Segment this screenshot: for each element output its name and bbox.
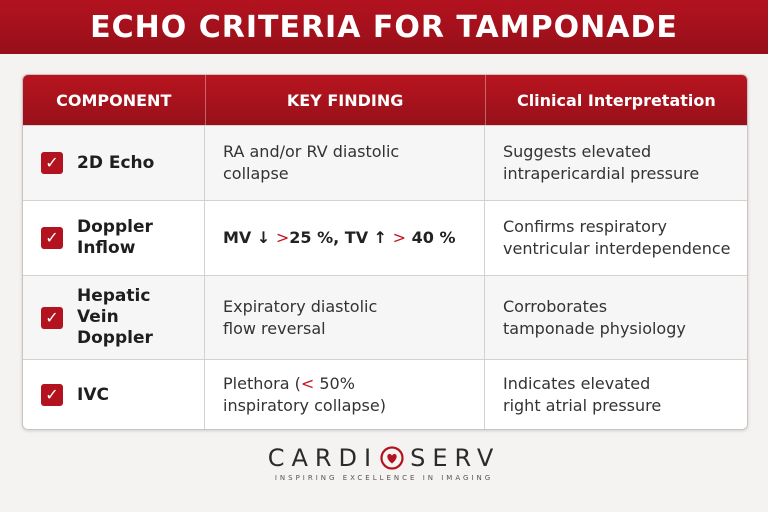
interpretation-cell [485, 276, 747, 359]
component-cell [23, 276, 205, 359]
brand-logo [268, 444, 501, 472]
component-label: Doppler Inflow [77, 217, 153, 258]
header-component: COMPONENT [23, 75, 206, 125]
finding-part: MV ↓ [223, 228, 276, 247]
criteria-table [22, 74, 748, 430]
table-row [23, 200, 747, 275]
finding-part: 25 %, TV ↑ [289, 228, 393, 247]
finding-text [223, 373, 386, 417]
interpretation-text: Corroborates tamponade physiology [503, 296, 686, 338]
component-label: Hepatic Vein Doppler [77, 286, 153, 348]
interpretation-text: Confirms respiratory ventricular interdependence [503, 217, 731, 258]
interpretation-cell [485, 201, 747, 275]
greater-than-symbol: > [392, 228, 407, 247]
greater-than-symbol: > [275, 228, 290, 247]
table-header [23, 75, 747, 125]
finding-part: 40 % [406, 228, 456, 247]
component-cell [23, 201, 205, 275]
header-key-finding: KEY FINDING [206, 75, 486, 125]
finding-cell [205, 276, 485, 359]
component-label: IVC [77, 384, 109, 405]
finding-text [223, 227, 455, 249]
finding-text: RA and/or RV diastolic collapse [223, 142, 400, 183]
interpretation-cell [485, 126, 747, 200]
checkmark-icon: ✓ [41, 152, 63, 174]
brand-name-right: SERV [410, 444, 501, 472]
component-cell [23, 126, 205, 200]
finding-cell [205, 201, 485, 275]
title-banner [0, 0, 768, 54]
brand-name-left: CARDI [267, 444, 379, 472]
finding-cell [205, 360, 485, 430]
interpretation-text: Suggests elevated intrapericardial pressure [503, 142, 700, 183]
checkmark-icon: ✓ [41, 307, 63, 329]
table-body [23, 125, 747, 430]
page-title: ECHO CRITERIA FOR TAMPONADE [90, 9, 678, 45]
brand-footer [0, 444, 768, 482]
finding-part: 50% inspiratory collapse) [223, 374, 386, 415]
table-row [23, 275, 747, 359]
interpretation-text: Indicates elevated right atrial pressure [503, 374, 662, 415]
finding-text: Expiratory diastolic flow reversal [223, 296, 378, 338]
brand-tagline: INSPIRING EXCELLENCE IN IMAGING [274, 474, 494, 482]
table-row [23, 125, 747, 200]
header-clinical-interpretation: Clinical Interpretation [516, 90, 716, 110]
finding-part: Plethora ( [223, 374, 301, 393]
component-cell [23, 360, 205, 430]
finding-cell [205, 126, 485, 200]
table-row [23, 359, 747, 430]
checkmark-icon: ✓ [41, 384, 63, 406]
heart-icon [380, 446, 404, 470]
checkmark-icon: ✓ [41, 227, 63, 249]
component-label: 2D Echo [77, 152, 155, 173]
interpretation-cell [485, 360, 747, 430]
less-than-symbol: < [300, 374, 315, 393]
